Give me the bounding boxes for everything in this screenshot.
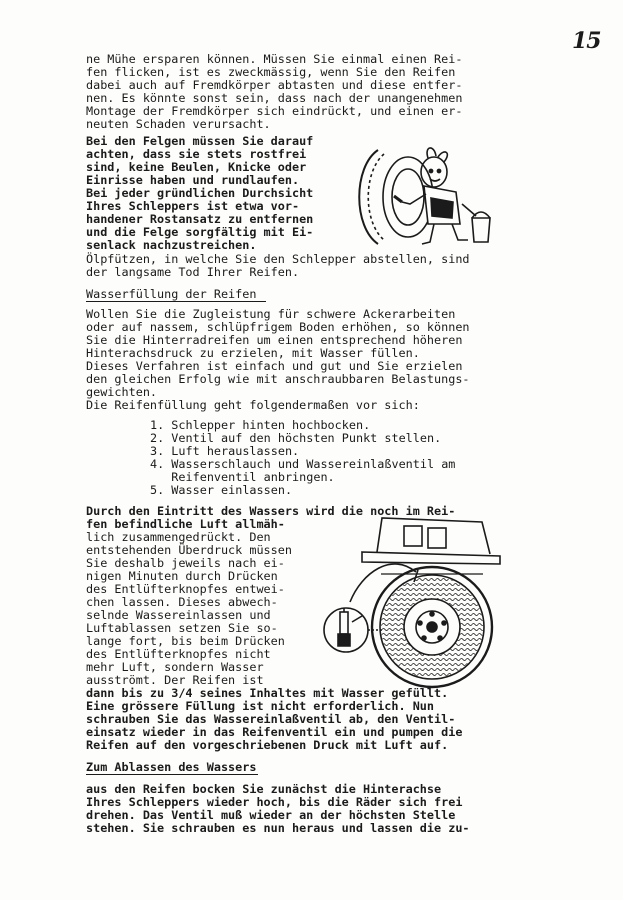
text-line: Durch den Eintritt des Wassers wird die noch im Rei-: [86, 504, 456, 518]
text-line: und die Felge sorgfältig mit Ei-: [86, 225, 314, 239]
text-line: des Entlüfterknopfes entwei-: [86, 582, 285, 596]
text-line: Eine grössere Füllung ist nicht erforderlich. Nun: [86, 699, 435, 713]
text-line: mehr Luft, sondern Wasser: [86, 660, 264, 674]
text-line: schrauben Sie das Wassereinlaßventil ab, den Ventil-: [86, 712, 456, 726]
text-line: einsatz wieder in das Reifenventil ein und pumpen die: [86, 725, 463, 739]
text-line: Sie die Hinterradreifen um einen entsprechend höheren: [86, 333, 463, 347]
text-line: entstehenden Überdruck müssen: [86, 543, 292, 557]
text-line: ausströmt. Der Reifen ist: [86, 673, 264, 687]
text-line: Ihres Schleppers ist etwa vor-: [86, 199, 300, 213]
text-line: senlack nachzustreichen.: [86, 238, 257, 252]
list-item: 3. Luft herauslassen.: [150, 444, 300, 458]
text-line: Ihres Schleppers wieder hoch, bis die Räder sich frei: [86, 795, 463, 809]
text-line: Reifen auf den vorgeschriebenen Druck mit Luft auf.: [86, 738, 449, 752]
text-line: Die Reifenfüllung geht folgendermaßen vor sich:: [86, 398, 420, 412]
text-line: Einrisse haben und rundlaufen.: [86, 173, 300, 187]
text-line: sind, keine Beulen, Knicke oder: [86, 160, 307, 174]
text-line: Montage der Fremdkörper sich eindrückt, und einen er-: [86, 104, 463, 118]
text-line: Sie deshalb jeweils nach ei-: [86, 556, 285, 570]
text-line: handener Rostansatz zu entfernen: [86, 212, 314, 226]
text-line: neuten Schaden verursacht.: [86, 117, 271, 131]
text-line: gewichten.: [86, 385, 158, 399]
text-line: drehen. Das Ventil muß wieder an der höchsten Stelle: [86, 808, 456, 822]
text-line: selnde Wassereinlassen und: [86, 608, 271, 622]
list-item: 1. Schlepper hinten hochbocken.: [150, 418, 371, 432]
list-item: 2. Ventil auf den höchsten Punkt stellen.: [150, 431, 442, 445]
text-line: nen. Es könnte sonst sein, dass nach der unangenehmen: [86, 91, 463, 105]
list-item: 4. Wasserschlauch und Wassereinlaßventil am: [150, 457, 456, 471]
text-line: Bei jeder gründlichen Durchsicht: [86, 186, 314, 200]
text-line: achten, dass sie stets rostfrei: [86, 147, 307, 161]
page-number: 15: [572, 28, 601, 54]
list-item: Reifenventil anbringen.: [150, 470, 335, 484]
text-line: nigen Minuten durch Drücken: [86, 569, 278, 583]
text-line: der langsame Tod Ihrer Reifen.: [86, 265, 300, 279]
text-line: Hinterachsdruck zu erzielen, mit Wasser füllen.: [86, 346, 420, 360]
text-line: lange fort, bis beim Drücken: [86, 634, 285, 648]
text-line: Dieses Verfahren ist einfach und gut und Sie erzielen: [86, 359, 463, 373]
text-line: Ölpfützen, in welche Sie den Schlepper abstellen, sind: [86, 252, 470, 266]
text-line: aus den Reifen bocken Sie zunächst die Hinterachse: [86, 782, 442, 796]
list-item: 5. Wasser einlassen.: [150, 483, 293, 497]
text-line: dabei auch auf Fremdkörper abtasten und diese entfer-: [86, 78, 463, 92]
text-line: lich zusammengedrückt. Den: [86, 530, 271, 544]
text-line: Luftablassen setzen Sie so-: [86, 621, 278, 635]
section-heading-water-filling: Wasserfüllung der Reifen: [86, 288, 266, 302]
text-line: des Entlüfterknopfes nicht: [86, 647, 271, 661]
text-line: chen lassen. Dieses abwech-: [86, 595, 278, 609]
text-line: fen befindliche Luft allmäh-: [86, 517, 285, 531]
section-heading-draining: Zum Ablassen des Wassers: [86, 760, 257, 774]
text-line: fen flicken, ist es zweckmässig, wenn Sie den Reifen: [86, 65, 456, 79]
text-line: den gleichen Erfolg wie mit anschraubbaren Belastungs-: [86, 372, 470, 386]
text-line: Wollen Sie die Zugleistung für schwere Ackerarbeiten: [86, 307, 456, 321]
water-filled-tire-illustration: [322, 512, 522, 692]
text-line: Bei den Felgen müssen Sie darauf: [86, 134, 314, 148]
text-line: stehen. Sie schrauben es nun heraus und lassen die zu-: [86, 821, 470, 835]
text-line: ne Mühe ersparen können. Müssen Sie einmal einen Rei-: [86, 52, 463, 66]
text-line: oder auf nassem, schlüpfrigem Boden erhöhen, so können: [86, 320, 470, 334]
mascot-painting-rim-illustration: [348, 142, 508, 252]
text-line: dann bis zu 3/4 seines Inhaltes mit Wasser gefüllt.: [86, 686, 449, 700]
